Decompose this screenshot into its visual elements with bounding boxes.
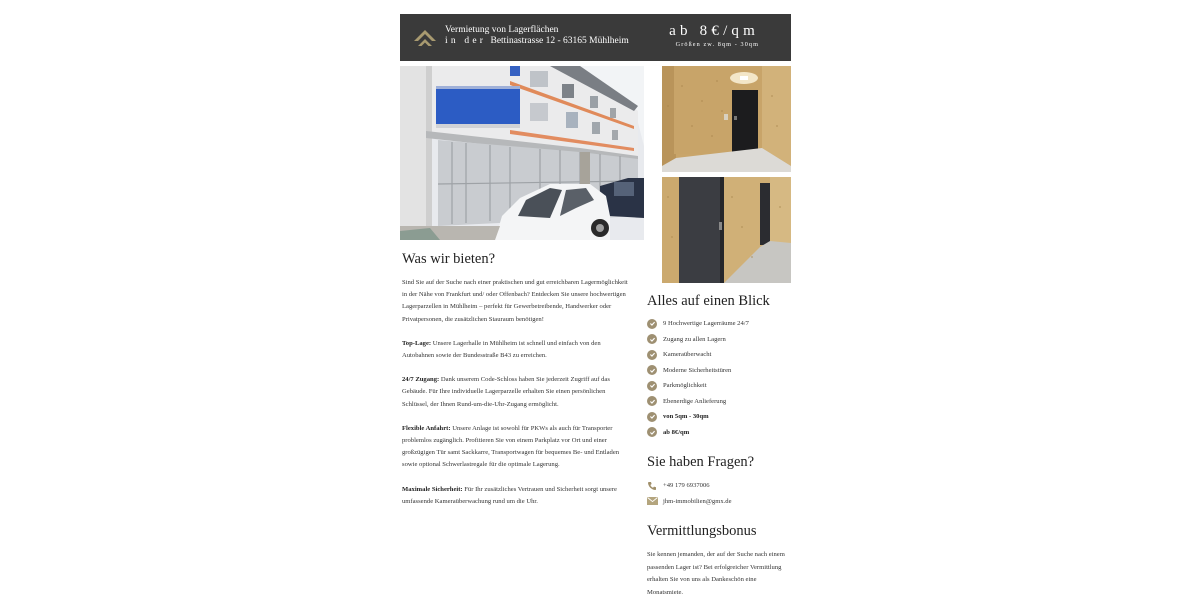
feature-item (647, 363, 791, 379)
check-circle-icon (647, 396, 657, 406)
phone-number[interactable]: +49 179 6937006 (663, 482, 710, 490)
feature-label: Moderne Sicherheitstüren (663, 366, 732, 374)
header-address (445, 36, 629, 47)
storage-door-photo (662, 177, 791, 283)
check-circle-icon (647, 427, 657, 437)
check-circle-icon (647, 350, 657, 360)
offer-block-label: Maximale Sicherheit: (402, 485, 463, 493)
feature-label: Kameraüberwacht (663, 351, 712, 359)
offer-block-driveway (402, 423, 628, 472)
offer-block-text: Unsere Lagerhalle in Mühlheim ist schnell und einfach von den Autobahnen sowie der Bundesstraße B43 zu erreichen. (402, 339, 601, 360)
offer-block-text: Dank unserem Code-Schloss haben Sie jederzeit Zugriff auf das Gebäude. Für Ihre individuelle Lagerparzelle erhalten Sie einen persönlichen Schlüssel, der Ihnen Rund-um-die-Uhr-Zugang ermöglicht. (402, 376, 610, 408)
check-circle-icon (647, 334, 657, 344)
offer-block-label: Flexible Anfahrt: (402, 424, 451, 432)
offer-block-location (402, 338, 628, 362)
bonus-section (647, 522, 791, 600)
feature-list (647, 316, 791, 440)
storage-room-interior-photo (662, 66, 791, 172)
check-circle-icon (647, 381, 657, 391)
check-circle-icon (647, 365, 657, 375)
overview-heading: Alles auf einen Blick (647, 293, 770, 309)
offer-block-text: Für Ihr zusätzliches Vertrauen und Sicherheit sorgt unsere umfassende Kameraüberwachung rund um die Uhr. (402, 485, 617, 505)
house-roof-logo-icon (412, 27, 438, 49)
contact-phone[interactable] (647, 478, 791, 494)
header-address-street: Bettinastrasse 12 - 63165 Mühlheim (490, 36, 629, 46)
phone-icon (647, 481, 658, 490)
contact-email[interactable] (647, 494, 791, 510)
feature-item (647, 332, 791, 348)
header-price: ab 8€/qm (669, 23, 759, 39)
feature-label: von 5qm - 30qm (663, 413, 709, 421)
envelope-icon (647, 497, 658, 506)
check-circle-icon (647, 319, 657, 329)
email-address[interactable]: jhm-immobilien@gmx.de (663, 497, 732, 505)
feature-item (647, 347, 791, 363)
feature-item (647, 425, 791, 441)
feature-label: Zugang zu allen Lagern (663, 335, 726, 343)
offer-block-text: Unsere Anlage ist sowohl für PKWs als auch für Transporter problemlos zugänglich. Profitieren Sie von einem Parkplatz vor Ort und einer großzügigen Tür samt Sackkarre, Transportwagen für bequemes Be- und Entladen sowie optional Schwerlastregale für die optimale Lagerung. (402, 424, 620, 469)
header-address-prefix: in der (445, 36, 487, 46)
feature-item (647, 378, 791, 394)
bonus-text: Sie kennen jemanden, der auf der Suche nach einem passenden Lager ist? Bei erfolgreicher Vermittlung erhalten Sie von uns als Dankeschön eine Monatsmiete. (647, 551, 785, 597)
offer-block-label: 24/7 Zugang: (402, 376, 440, 384)
bonus-heading: Vermittlungsbonus (647, 523, 757, 539)
offer-block-access (402, 374, 628, 411)
contact-heading: Sie haben Fragen? (647, 454, 755, 470)
offer-intro: Sind Sie auf der Suche nach einer praktischen und gut erreichbaren Lagermöglichkeit in der Nähe von Frankfurt und/ oder Offenbach? Entdecken Sie unsere hochwertigen Lagerparzellen in Mühlheim – perfekt für Gewerbetreibende, Handwerker oder Privatpersonen, die zusätzlichen Stauraum benötigen! (402, 279, 628, 323)
check-circle-icon (647, 412, 657, 422)
contact-section (647, 453, 791, 509)
offer-section (402, 250, 628, 508)
sidebar-column (647, 292, 791, 600)
feature-label: Parkmöglichkeit (663, 382, 707, 390)
building-exterior-photo (400, 66, 644, 240)
offer-heading: Was wir bieten? (402, 251, 496, 267)
header-banner (400, 14, 791, 61)
header-title: Vermietung von Lagerflächen (445, 25, 559, 35)
feature-label: 9 Hochwertige Lagerräume 24/7 (663, 320, 749, 328)
feature-item (647, 409, 791, 425)
offer-block-security (402, 484, 628, 508)
feature-label: ab 8€/qm (663, 428, 690, 436)
header-sizes: Größen zw. 8qm - 30qm (675, 41, 759, 48)
feature-item (647, 394, 791, 410)
feature-label: Ebenerdige Anlieferung (663, 397, 727, 405)
feature-item (647, 316, 791, 332)
offer-block-label: Top-Lage: (402, 339, 432, 347)
